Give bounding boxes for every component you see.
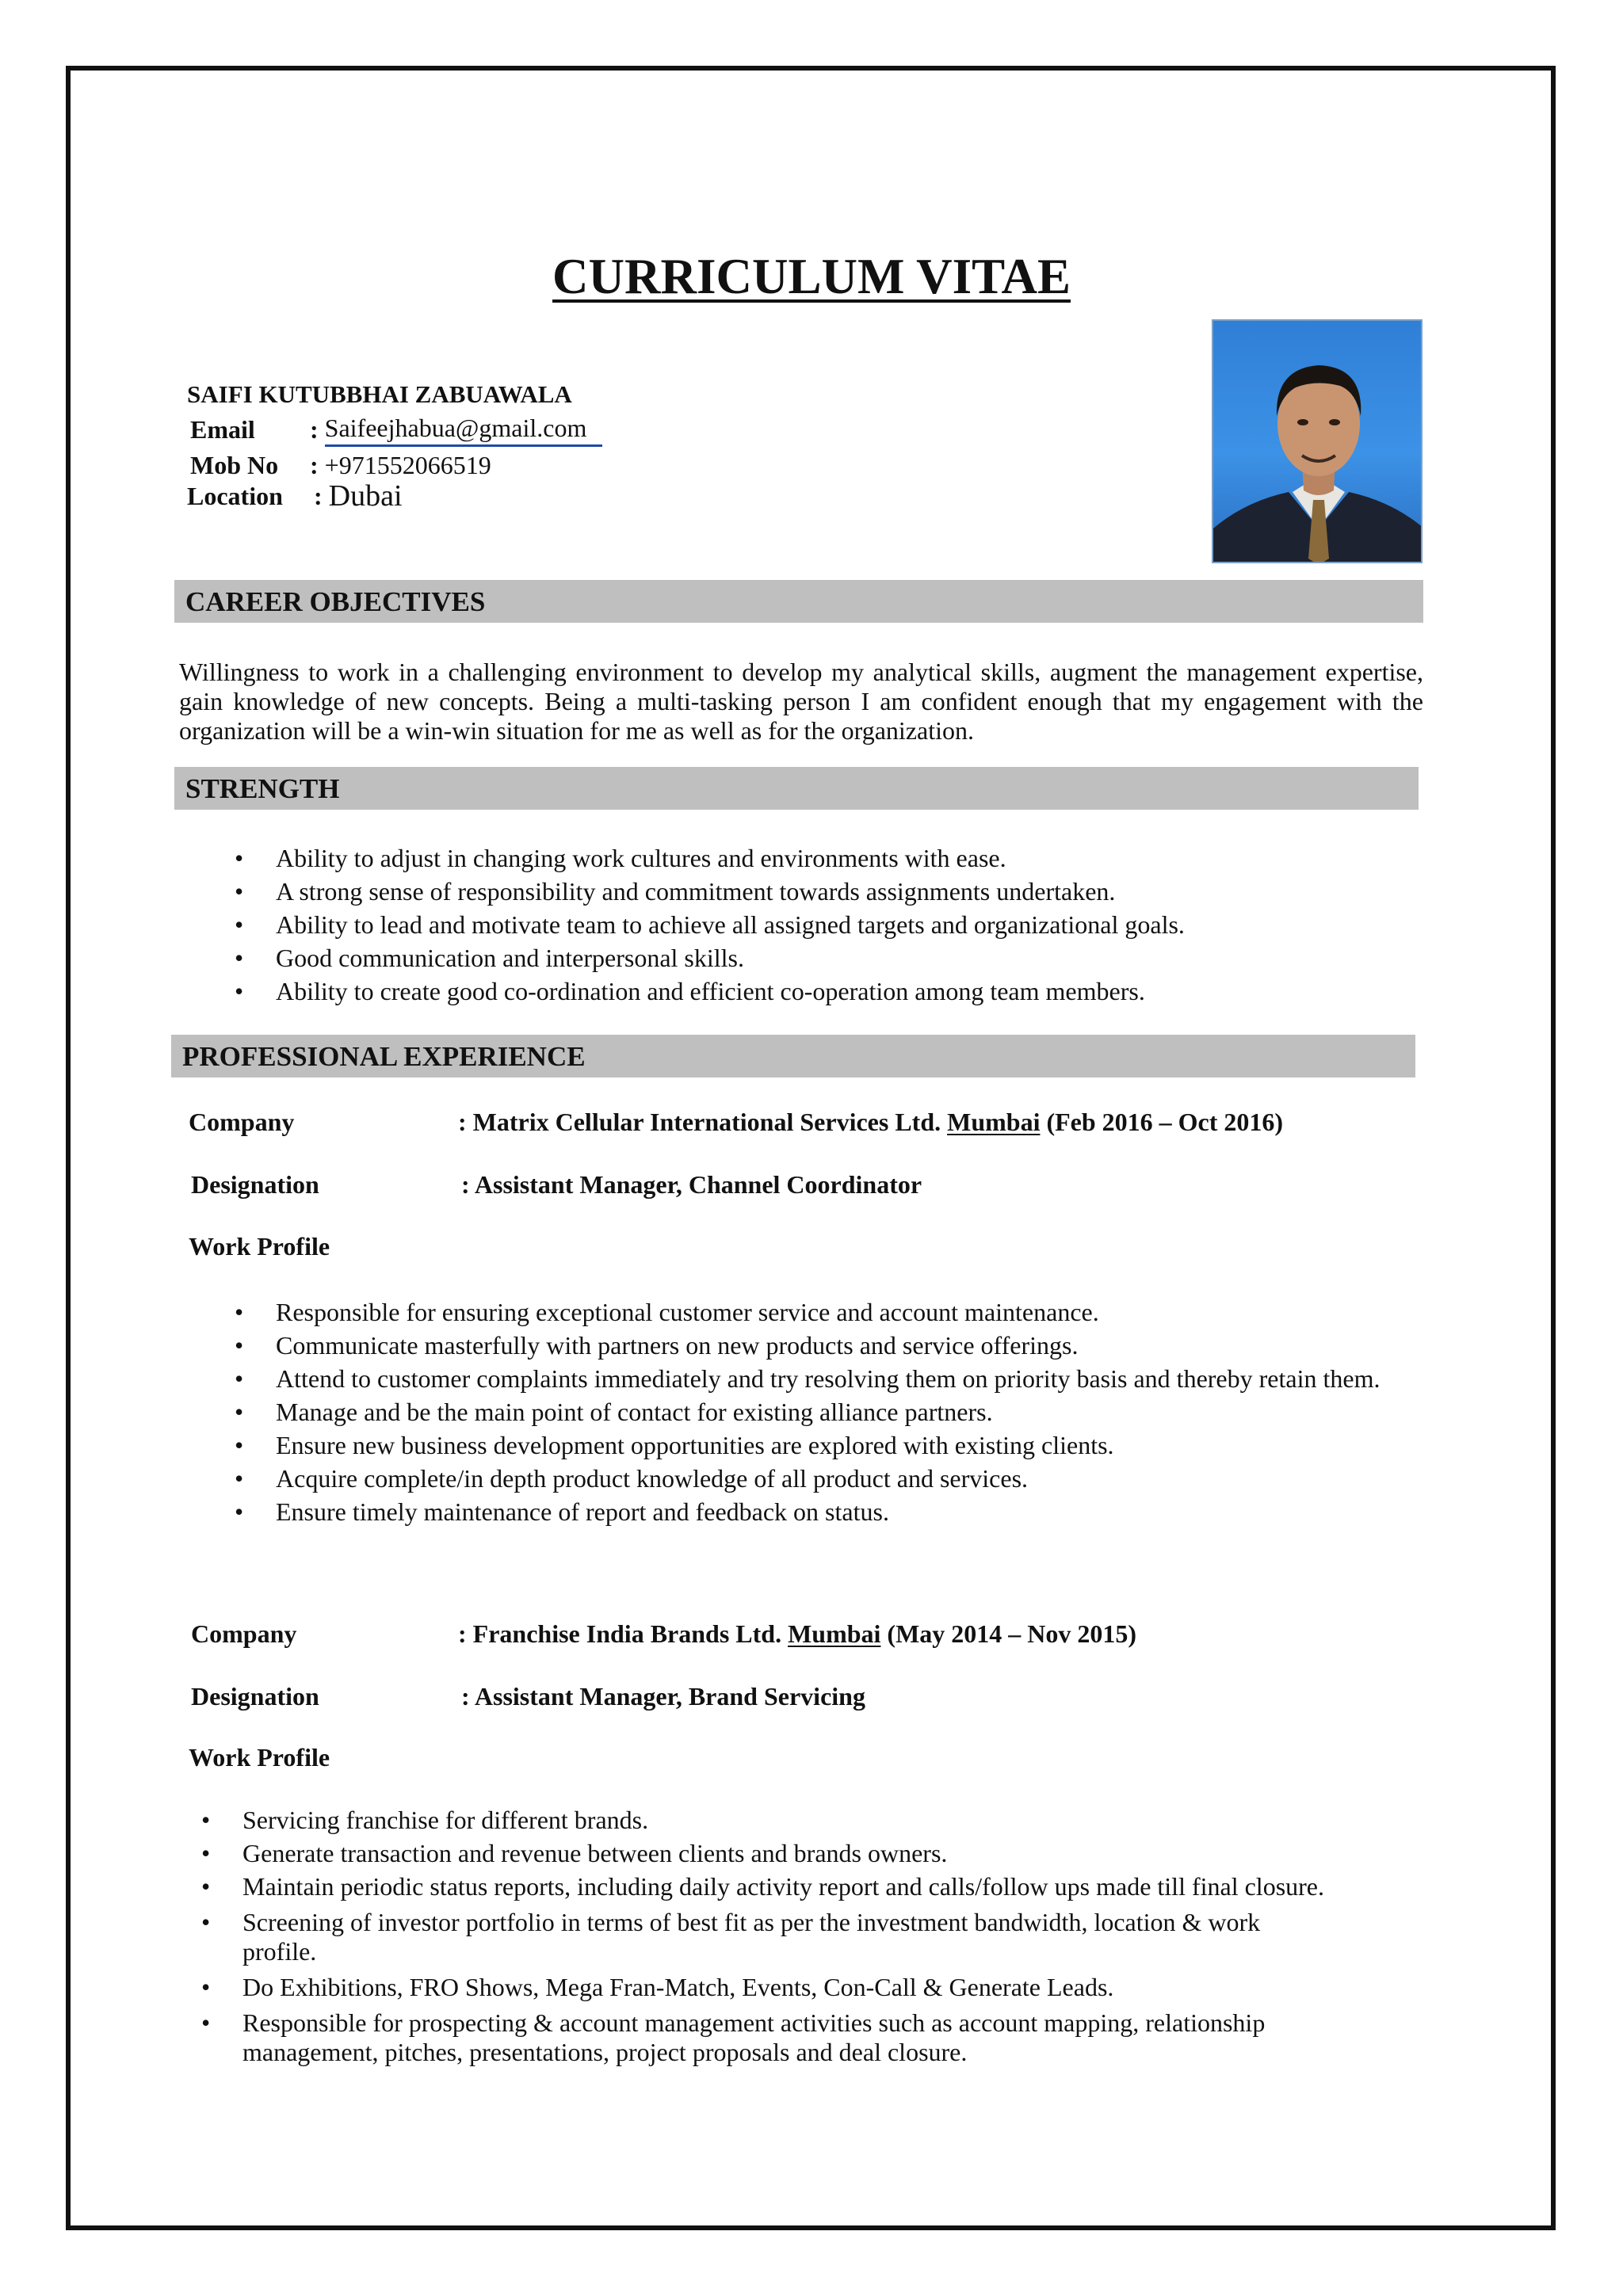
list-item: • Communicate masterfully with partners on new products and service offerings. (276, 1330, 1409, 1361)
location-value: Dubai (328, 479, 403, 513)
job1-duties-list (276, 1297, 1409, 1527)
list-item: • Manage and be the main point of contact for existing alliance partners. (276, 1397, 1409, 1428)
job2-work-profile-label: Work Profile (189, 1743, 330, 1772)
job1-city: Mumbai (947, 1108, 1041, 1136)
list-item: • Maintain periodic status reports, including daily activity report and calls/follow ups made till final closure. (242, 1872, 1376, 1901)
job1-company-name: : Matrix Cellular International Services Ltd. (458, 1108, 941, 1136)
person-silhouette-icon (1213, 321, 1423, 563)
list-item: • Good communication and interpersonal skills. (276, 941, 1185, 974)
mobile-colon: : (310, 451, 319, 479)
email-label: Email (190, 415, 255, 444)
professional-experience-header: PROFESSIONAL EXPERIENCE (171, 1035, 1415, 1077)
job1-designation-value: : Assistant Manager, Channel Coordinator (461, 1170, 922, 1199)
list-item: • Ability to create good co-ordination and efficient co-operation among team members. (276, 974, 1185, 1008)
email-row (187, 412, 602, 448)
location-label: Location (187, 482, 283, 510)
email-colon: : (310, 415, 319, 444)
strength-list (276, 841, 1185, 1008)
document-title: CURRICULUM VITAE (552, 249, 1071, 304)
list-item: • Servicing franchise for different brands. (242, 1806, 1376, 1835)
candidate-name: SAIFI KUTUBBHAI ZABUAWALA (187, 380, 572, 408)
job2-company-name: : Franchise India Brands Ltd. (458, 1619, 782, 1648)
job1-company-label: Company (189, 1108, 295, 1136)
job2-dates: (May 2014 – Nov 2015) (887, 1619, 1137, 1648)
list-item: • Screening of investor portfolio in terms of best fit as per the investment bandwidth, location & work profile. (242, 1908, 1376, 1966)
location-row (187, 479, 602, 514)
mobile-label: Mob No (190, 451, 279, 479)
list-item: • Responsible for prospecting & account management activities such as account mapping, relationship management, pitches, presentations, project proposals and deal closure. (242, 2008, 1376, 2067)
list-item: • Responsible for ensuring exceptional customer service and account maintenance. (276, 1297, 1409, 1328)
job1-company-value (458, 1108, 1283, 1137)
email-link[interactable]: Saifeejhabua@gmail.com (325, 412, 603, 447)
job2-duties-list (242, 1806, 1376, 2067)
job2-company-value (458, 1619, 1136, 1649)
list-item: • Do Exhibitions, FRO Shows, Mega Fran-Match, Events, Con-Call & Generate Leads. (242, 1973, 1376, 2002)
strength-header: STRENGTH (174, 767, 1419, 810)
location-colon: : (314, 482, 323, 510)
career-objective-text: Willingness to work in a challenging environment to develop my analytical skills, augment the management expertise, gain knowledge of new concepts. Being a multi-tasking person I am confident enough that my engagement with the organization will be a win-win situation for me as well as for the organization. (179, 658, 1423, 745)
list-item: • Ensure new business development opportunities are explored with existing clients. (276, 1430, 1409, 1461)
career-objectives-header: CAREER OBJECTIVES (174, 580, 1423, 623)
job2-designation-label: Designation (191, 1682, 319, 1711)
contact-block (187, 377, 602, 514)
job2-city: Mumbai (788, 1619, 881, 1648)
job1-designation-label: Designation (191, 1170, 319, 1199)
list-item: • A strong sense of responsibility and commitment towards assignments undertaken. (276, 875, 1185, 908)
job1-dates: (Feb 2016 – Oct 2016) (1046, 1108, 1284, 1136)
job1-work-profile-label: Work Profile (189, 1232, 330, 1261)
profile-photo (1212, 319, 1423, 563)
list-item: • Ability to adjust in changing work cultures and environments with ease. (276, 841, 1185, 875)
list-item: • Generate transaction and revenue between clients and brands owners. (242, 1839, 1376, 1868)
list-item: • Attend to customer complaints immediately and try resolving them on priority basis and thereby retain them. (276, 1363, 1409, 1394)
list-item: • Ensure timely maintenance of report and feedback on status. (276, 1497, 1409, 1527)
list-item: • Acquire complete/in depth product knowledge of all product and services. (276, 1463, 1409, 1494)
job2-company-label: Company (191, 1619, 297, 1648)
mobile-number: +971552066519 (324, 451, 491, 479)
list-item: • Ability to lead and motivate team to achieve all assigned targets and organizational goals. (276, 908, 1185, 941)
job2-designation-value: : Assistant Manager, Brand Servicing (461, 1682, 865, 1711)
